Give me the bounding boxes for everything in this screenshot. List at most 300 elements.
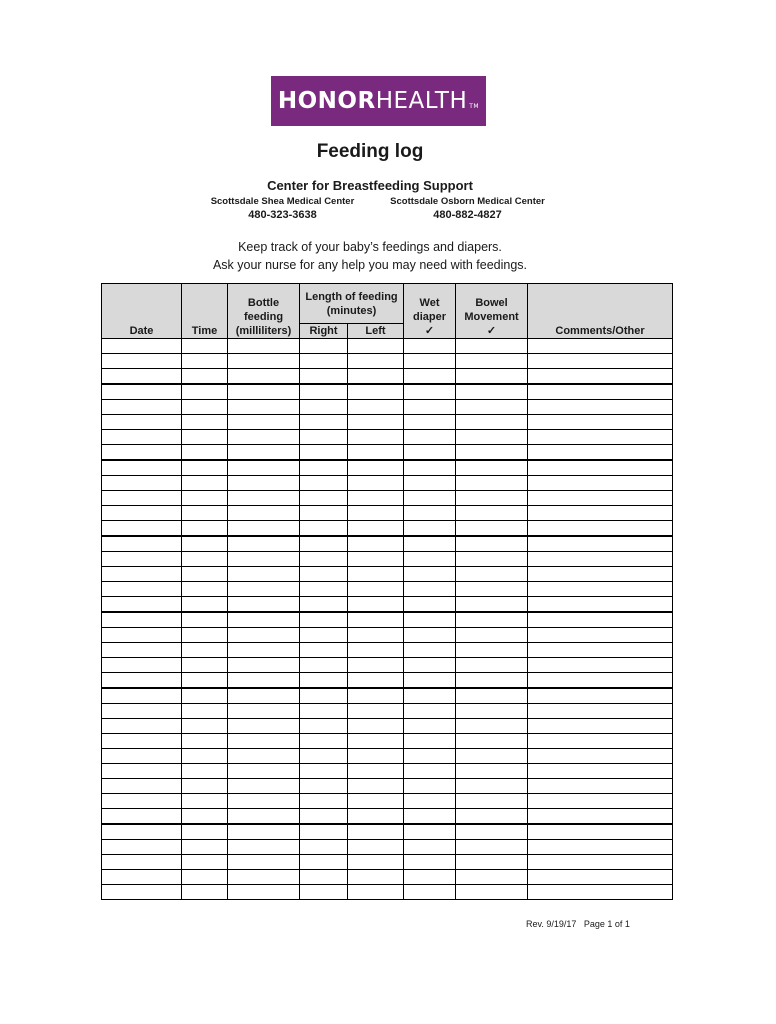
table-cell[interactable]: [404, 719, 456, 734]
table-cell[interactable]: [228, 400, 300, 415]
table-cell[interactable]: [228, 445, 300, 461]
table-cell[interactable]: [228, 536, 300, 552]
table-cell[interactable]: [404, 445, 456, 461]
table-cell[interactable]: [102, 506, 182, 521]
table-cell[interactable]: [404, 369, 456, 385]
table-cell[interactable]: [228, 824, 300, 840]
table-cell[interactable]: [182, 870, 228, 885]
table-cell[interactable]: [348, 824, 404, 840]
table-cell[interactable]: [300, 688, 348, 704]
table-cell[interactable]: [348, 445, 404, 461]
table-cell[interactable]: [182, 794, 228, 809]
table-cell[interactable]: [528, 536, 673, 552]
table-cell[interactable]: [456, 870, 528, 885]
table-cell[interactable]: [348, 582, 404, 597]
table-cell[interactable]: [528, 870, 673, 885]
table-cell[interactable]: [300, 339, 348, 354]
table-cell[interactable]: [228, 354, 300, 369]
table-cell[interactable]: [182, 415, 228, 430]
table-cell[interactable]: [528, 552, 673, 567]
table-cell[interactable]: [528, 339, 673, 354]
table-cell[interactable]: [300, 794, 348, 809]
table-cell[interactable]: [228, 369, 300, 385]
table-cell[interactable]: [300, 354, 348, 369]
table-cell[interactable]: [404, 506, 456, 521]
table-cell[interactable]: [300, 582, 348, 597]
table-cell[interactable]: [348, 476, 404, 491]
table-cell[interactable]: [228, 430, 300, 445]
table-cell[interactable]: [528, 809, 673, 825]
table-cell[interactable]: [300, 704, 348, 719]
table-cell[interactable]: [404, 491, 456, 506]
table-cell[interactable]: [228, 885, 300, 900]
table-cell[interactable]: [182, 764, 228, 779]
table-cell[interactable]: [300, 719, 348, 734]
table-cell[interactable]: [404, 628, 456, 643]
table-cell[interactable]: [528, 688, 673, 704]
table-cell[interactable]: [102, 415, 182, 430]
table-cell[interactable]: [404, 612, 456, 628]
table-cell[interactable]: [102, 491, 182, 506]
table-cell[interactable]: [348, 567, 404, 582]
table-cell[interactable]: [456, 764, 528, 779]
table-cell[interactable]: [528, 612, 673, 628]
table-cell[interactable]: [182, 885, 228, 900]
table-cell[interactable]: [404, 764, 456, 779]
table-cell[interactable]: [528, 460, 673, 476]
table-cell[interactable]: [182, 384, 228, 400]
table-cell[interactable]: [404, 552, 456, 567]
table-cell[interactable]: [102, 567, 182, 582]
table-cell[interactable]: [348, 855, 404, 870]
table-cell[interactable]: [300, 536, 348, 552]
table-cell[interactable]: [102, 430, 182, 445]
table-cell[interactable]: [228, 658, 300, 673]
table-cell[interactable]: [456, 552, 528, 567]
table-cell[interactable]: [300, 552, 348, 567]
table-cell[interactable]: [348, 885, 404, 900]
table-cell[interactable]: [404, 885, 456, 900]
table-cell[interactable]: [182, 612, 228, 628]
table-cell[interactable]: [404, 567, 456, 582]
table-cell[interactable]: [348, 704, 404, 719]
table-cell[interactable]: [228, 734, 300, 749]
table-cell[interactable]: [404, 339, 456, 354]
table-cell[interactable]: [228, 506, 300, 521]
table-cell[interactable]: [456, 749, 528, 764]
table-cell[interactable]: [456, 506, 528, 521]
table-cell[interactable]: [404, 400, 456, 415]
table-cell[interactable]: [228, 643, 300, 658]
table-cell[interactable]: [348, 339, 404, 354]
table-cell[interactable]: [102, 339, 182, 354]
table-cell[interactable]: [456, 476, 528, 491]
table-cell[interactable]: [182, 688, 228, 704]
table-cell[interactable]: [300, 400, 348, 415]
table-cell[interactable]: [456, 779, 528, 794]
table-cell[interactable]: [348, 384, 404, 400]
table-cell[interactable]: [456, 430, 528, 445]
table-cell[interactable]: [456, 354, 528, 369]
table-cell[interactable]: [102, 704, 182, 719]
table-cell[interactable]: [228, 809, 300, 825]
table-cell[interactable]: [102, 628, 182, 643]
table-cell[interactable]: [182, 643, 228, 658]
table-cell[interactable]: [102, 673, 182, 689]
table-cell[interactable]: [182, 809, 228, 825]
table-cell[interactable]: [456, 445, 528, 461]
table-cell[interactable]: [528, 764, 673, 779]
table-cell[interactable]: [102, 597, 182, 613]
table-cell[interactable]: [182, 491, 228, 506]
table-cell[interactable]: [228, 840, 300, 855]
table-cell[interactable]: [348, 506, 404, 521]
table-cell[interactable]: [456, 719, 528, 734]
table-cell[interactable]: [102, 824, 182, 840]
table-cell[interactable]: [456, 536, 528, 552]
table-cell[interactable]: [300, 764, 348, 779]
table-cell[interactable]: [404, 734, 456, 749]
table-cell[interactable]: [300, 597, 348, 613]
table-cell[interactable]: [182, 658, 228, 673]
table-cell[interactable]: [182, 749, 228, 764]
table-cell[interactable]: [348, 460, 404, 476]
table-cell[interactable]: [182, 506, 228, 521]
table-cell[interactable]: [528, 885, 673, 900]
table-cell[interactable]: [102, 445, 182, 461]
table-cell[interactable]: [300, 870, 348, 885]
table-cell[interactable]: [182, 476, 228, 491]
table-cell[interactable]: [102, 536, 182, 552]
table-cell[interactable]: [404, 749, 456, 764]
table-cell[interactable]: [348, 794, 404, 809]
table-cell[interactable]: [404, 597, 456, 613]
table-cell[interactable]: [528, 384, 673, 400]
table-cell[interactable]: [404, 384, 456, 400]
table-cell[interactable]: [528, 400, 673, 415]
table-cell[interactable]: [528, 597, 673, 613]
table-cell[interactable]: [348, 369, 404, 385]
table-cell[interactable]: [456, 491, 528, 506]
table-cell[interactable]: [182, 704, 228, 719]
table-cell[interactable]: [456, 415, 528, 430]
table-cell[interactable]: [182, 339, 228, 354]
table-cell[interactable]: [300, 734, 348, 749]
table-cell[interactable]: [456, 597, 528, 613]
table-cell[interactable]: [102, 400, 182, 415]
table-cell[interactable]: [404, 521, 456, 537]
table-cell[interactable]: [182, 840, 228, 855]
table-cell[interactable]: [348, 809, 404, 825]
table-cell[interactable]: [528, 824, 673, 840]
table-cell[interactable]: [348, 552, 404, 567]
table-cell[interactable]: [348, 688, 404, 704]
table-cell[interactable]: [102, 384, 182, 400]
table-cell[interactable]: [228, 476, 300, 491]
table-cell[interactable]: [182, 400, 228, 415]
table-cell[interactable]: [456, 521, 528, 537]
table-cell[interactable]: [228, 749, 300, 764]
table-cell[interactable]: [348, 536, 404, 552]
table-cell[interactable]: [348, 673, 404, 689]
table-cell[interactable]: [528, 749, 673, 764]
table-cell[interactable]: [348, 870, 404, 885]
table-cell[interactable]: [300, 673, 348, 689]
table-cell[interactable]: [182, 628, 228, 643]
table-cell[interactable]: [404, 658, 456, 673]
table-cell[interactable]: [528, 779, 673, 794]
table-cell[interactable]: [300, 824, 348, 840]
table-cell[interactable]: [102, 870, 182, 885]
table-cell[interactable]: [182, 552, 228, 567]
table-cell[interactable]: [348, 749, 404, 764]
table-cell[interactable]: [228, 704, 300, 719]
table-cell[interactable]: [102, 552, 182, 567]
table-cell[interactable]: [300, 855, 348, 870]
table-cell[interactable]: [102, 658, 182, 673]
table-cell[interactable]: [456, 369, 528, 385]
table-cell[interactable]: [404, 779, 456, 794]
table-cell[interactable]: [456, 658, 528, 673]
table-cell[interactable]: [228, 384, 300, 400]
table-cell[interactable]: [528, 840, 673, 855]
table-cell[interactable]: [102, 476, 182, 491]
table-cell[interactable]: [456, 339, 528, 354]
table-cell[interactable]: [348, 597, 404, 613]
table-cell[interactable]: [228, 764, 300, 779]
table-cell[interactable]: [456, 400, 528, 415]
table-cell[interactable]: [404, 354, 456, 369]
table-cell[interactable]: [182, 582, 228, 597]
table-cell[interactable]: [348, 400, 404, 415]
table-row: [102, 628, 673, 643]
table-cell[interactable]: [456, 567, 528, 582]
table-cell[interactable]: [348, 764, 404, 779]
table-cell[interactable]: [456, 704, 528, 719]
table-cell[interactable]: [528, 628, 673, 643]
table-cell[interactable]: [528, 673, 673, 689]
table-cell[interactable]: [182, 445, 228, 461]
table-cell[interactable]: [228, 491, 300, 506]
table-cell[interactable]: [182, 536, 228, 552]
table-cell[interactable]: [456, 809, 528, 825]
table-cell[interactable]: [102, 809, 182, 825]
table-cell[interactable]: [228, 339, 300, 354]
table-cell[interactable]: [404, 824, 456, 840]
table-cell[interactable]: [404, 855, 456, 870]
table-cell[interactable]: [528, 582, 673, 597]
table-cell[interactable]: [528, 521, 673, 537]
table-cell[interactable]: [348, 354, 404, 369]
table-cell[interactable]: [182, 855, 228, 870]
table-cell[interactable]: [456, 734, 528, 749]
table-cell[interactable]: [528, 734, 673, 749]
table-cell[interactable]: [348, 628, 404, 643]
table-cell[interactable]: [102, 794, 182, 809]
table-cell[interactable]: [456, 673, 528, 689]
table-cell[interactable]: [300, 491, 348, 506]
table-cell[interactable]: [300, 643, 348, 658]
table-cell[interactable]: [348, 643, 404, 658]
table-cell[interactable]: [348, 840, 404, 855]
table-cell[interactable]: [228, 582, 300, 597]
table-cell[interactable]: [182, 354, 228, 369]
table-cell[interactable]: [528, 491, 673, 506]
table-cell[interactable]: [404, 460, 456, 476]
table-cell[interactable]: [228, 719, 300, 734]
table-cell[interactable]: [300, 415, 348, 430]
table-cell[interactable]: [528, 567, 673, 582]
table-cell[interactable]: [348, 719, 404, 734]
table-cell[interactable]: [228, 794, 300, 809]
table-cell[interactable]: [182, 430, 228, 445]
table-cell[interactable]: [456, 794, 528, 809]
table-cell[interactable]: [182, 673, 228, 689]
table-cell[interactable]: [102, 779, 182, 794]
table-cell[interactable]: [456, 460, 528, 476]
table-cell[interactable]: [348, 430, 404, 445]
table-cell[interactable]: [102, 749, 182, 764]
table-cell[interactable]: [102, 719, 182, 734]
table-cell[interactable]: [404, 840, 456, 855]
table-cell[interactable]: [228, 855, 300, 870]
table-cell[interactable]: [456, 855, 528, 870]
table-cell[interactable]: [300, 384, 348, 400]
table-cell[interactable]: [228, 612, 300, 628]
table-cell[interactable]: [404, 643, 456, 658]
table-cell[interactable]: [456, 885, 528, 900]
table-cell[interactable]: [102, 688, 182, 704]
table-cell[interactable]: [528, 476, 673, 491]
table-cell[interactable]: [404, 476, 456, 491]
table-cell[interactable]: [456, 688, 528, 704]
table-cell[interactable]: [404, 688, 456, 704]
table-cell[interactable]: [456, 384, 528, 400]
table-cell[interactable]: [528, 719, 673, 734]
table-cell[interactable]: [404, 809, 456, 825]
table-cell[interactable]: [456, 612, 528, 628]
table-cell[interactable]: [102, 840, 182, 855]
table-cell[interactable]: [300, 430, 348, 445]
table-cell[interactable]: [228, 552, 300, 567]
table-cell[interactable]: [348, 521, 404, 537]
table-cell[interactable]: [300, 445, 348, 461]
table-cell[interactable]: [300, 628, 348, 643]
table-cell[interactable]: [228, 567, 300, 582]
table-row: [102, 339, 673, 354]
table-cell[interactable]: [300, 369, 348, 385]
table-cell[interactable]: [102, 734, 182, 749]
table-cell[interactable]: [228, 688, 300, 704]
table-cell[interactable]: [102, 582, 182, 597]
table-cell[interactable]: [404, 870, 456, 885]
table-cell[interactable]: [228, 628, 300, 643]
table-cell[interactable]: [102, 369, 182, 385]
table-cell[interactable]: [228, 870, 300, 885]
table-cell[interactable]: [300, 840, 348, 855]
table-cell[interactable]: [182, 824, 228, 840]
table-cell[interactable]: [182, 521, 228, 537]
table-cell[interactable]: [528, 415, 673, 430]
table-cell[interactable]: [228, 415, 300, 430]
table-cell[interactable]: [102, 885, 182, 900]
table-cell[interactable]: [528, 354, 673, 369]
table-cell[interactable]: [348, 658, 404, 673]
table-cell[interactable]: [102, 612, 182, 628]
table-cell[interactable]: [228, 673, 300, 689]
table-cell[interactable]: [404, 794, 456, 809]
table-cell[interactable]: [182, 460, 228, 476]
table-cell[interactable]: [182, 567, 228, 582]
table-cell[interactable]: [348, 734, 404, 749]
table-cell[interactable]: [228, 460, 300, 476]
table-cell[interactable]: [300, 749, 348, 764]
table-cell[interactable]: [404, 582, 456, 597]
table-cell[interactable]: [182, 369, 228, 385]
table-cell[interactable]: [528, 369, 673, 385]
table-cell[interactable]: [404, 704, 456, 719]
table-cell[interactable]: [528, 855, 673, 870]
table-cell[interactable]: [456, 824, 528, 840]
table-cell[interactable]: [182, 734, 228, 749]
table-cell[interactable]: [228, 521, 300, 537]
table-cell[interactable]: [348, 491, 404, 506]
table-cell[interactable]: [228, 597, 300, 613]
table-cell[interactable]: [528, 430, 673, 445]
log-body: [102, 339, 673, 900]
table-cell[interactable]: [456, 643, 528, 658]
table-cell[interactable]: [102, 764, 182, 779]
table-cell[interactable]: [456, 840, 528, 855]
table-cell[interactable]: [228, 779, 300, 794]
table-cell[interactable]: [456, 582, 528, 597]
table-cell[interactable]: [456, 628, 528, 643]
table-cell[interactable]: [102, 855, 182, 870]
table-cell[interactable]: [102, 521, 182, 537]
table-cell[interactable]: [404, 415, 456, 430]
table-cell[interactable]: [300, 612, 348, 628]
table-cell[interactable]: [102, 460, 182, 476]
table-cell[interactable]: [300, 567, 348, 582]
table-cell[interactable]: [404, 430, 456, 445]
table-cell[interactable]: [300, 779, 348, 794]
table-cell[interactable]: [348, 415, 404, 430]
table-cell[interactable]: [102, 354, 182, 369]
table-cell[interactable]: [300, 521, 348, 537]
table-cell[interactable]: [404, 536, 456, 552]
table-cell[interactable]: [348, 612, 404, 628]
table-cell[interactable]: [348, 779, 404, 794]
table-cell[interactable]: [528, 658, 673, 673]
table-cell[interactable]: [300, 658, 348, 673]
table-cell[interactable]: [528, 794, 673, 809]
table-cell[interactable]: [102, 643, 182, 658]
table-cell[interactable]: [528, 643, 673, 658]
table-cell[interactable]: [182, 597, 228, 613]
table-cell[interactable]: [300, 476, 348, 491]
table-cell[interactable]: [300, 809, 348, 825]
table-cell[interactable]: [182, 779, 228, 794]
table-cell[interactable]: [528, 704, 673, 719]
table-cell[interactable]: [300, 885, 348, 900]
table-cell[interactable]: [528, 506, 673, 521]
table-cell[interactable]: [300, 506, 348, 521]
table-cell[interactable]: [528, 445, 673, 461]
table-cell[interactable]: [300, 460, 348, 476]
table-cell[interactable]: [404, 673, 456, 689]
table-cell[interactable]: [182, 719, 228, 734]
table-row: [102, 855, 673, 870]
